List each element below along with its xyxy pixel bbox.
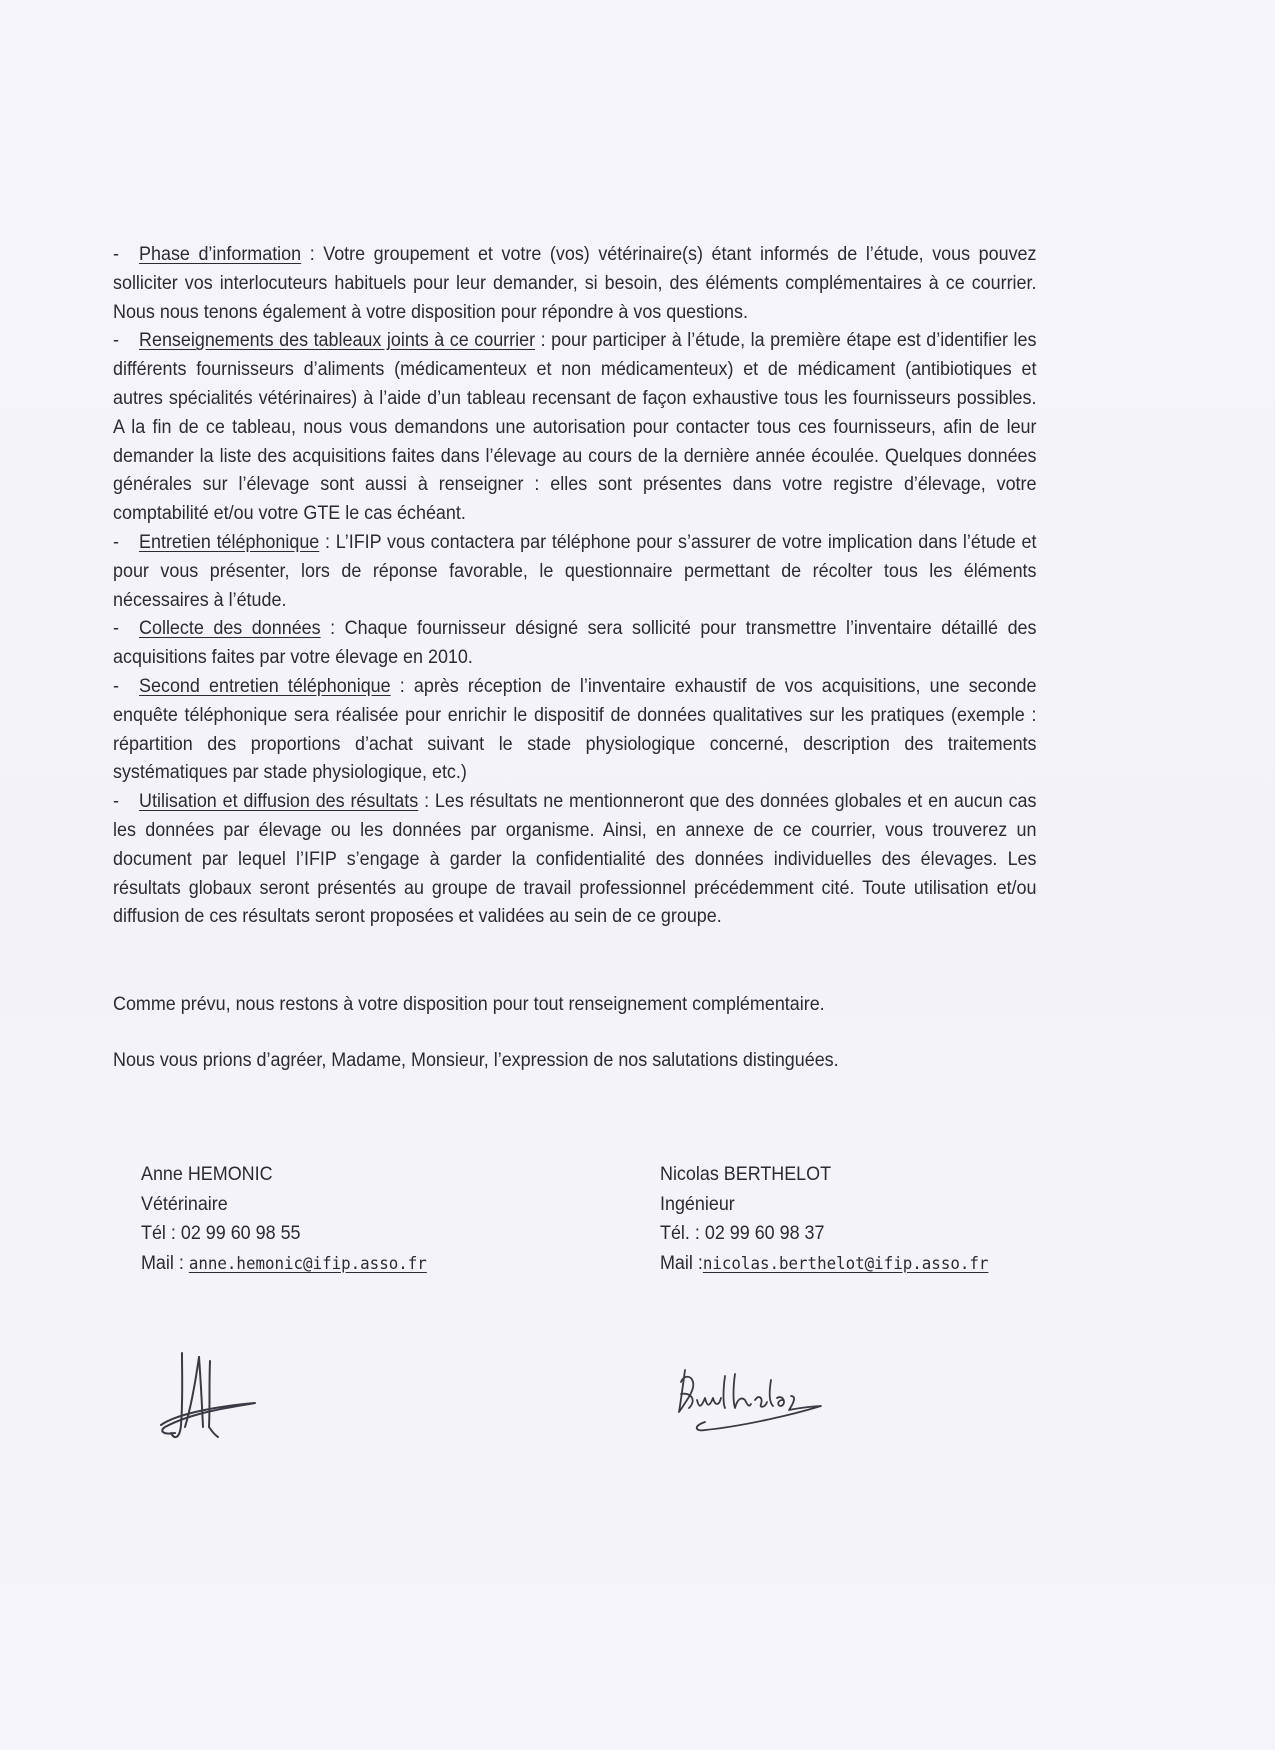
signatory-name: Nicolas BERTHELOT <box>660 1164 832 1185</box>
letter-body <box>113 241 1036 932</box>
item-heading: Second entretien téléphonique <box>139 675 391 697</box>
item-text: : L’IFIP vous contactera par téléphone pour s’assurer de votre implication dans l’étude et pour vous présenter, lors de réponse favorable, le questionnaire permettant de récolter tous les éléments nécessaires à l’étude. <box>113 531 1037 611</box>
signatory-block-hemonic <box>141 1160 427 1279</box>
item-text: : Chaque fournisseur désigné sera sollicité pour transmettre l’inventaire détaillé des acquisitions faites par votre élevage en 2010. <box>113 618 1037 669</box>
phone-number: 02 99 60 98 55 <box>180 1223 301 1244</box>
signatory-phone <box>141 1219 427 1249</box>
signature-berthelot <box>665 1360 825 1440</box>
item-text: : Les résultats ne mentionneront que des données globales et en aucun cas les données par élevage ou les données par organisme. Ainsi, en annexe de ce courrier, vous trouverez un document par lequel l’IFIP s’engage à garder la confidentialité des données individuelles des élevages. Les résultats globaux seront présentés au groupe de travail professionnel précédemment cité. Toute utilisation et/ou diffusion de ces résultats seront proposées et validées au sein de ce groupe. <box>113 791 1037 928</box>
list-item-renseignements <box>113 327 1036 529</box>
signatory-block-berthelot <box>660 1160 988 1279</box>
signatory-mail <box>141 1249 427 1280</box>
list-item-entretien <box>113 529 1036 615</box>
item-heading: Renseignements des tableaux joints à ce courrier <box>139 330 536 352</box>
mail-label: Mail : <box>141 1252 189 1274</box>
signatory-title: Ingénieur <box>660 1193 735 1215</box>
bullet-dash: - <box>113 244 119 265</box>
signatory-name: Anne HEMONIC <box>141 1164 273 1185</box>
bullet-dash: - <box>113 618 119 640</box>
item-text: : Votre groupement et votre (vos) vétérinaire(s) étant informés de l’étude, vous pouvez solliciter vos interlocuteurs habituels pour leur demander, si besoin, des éléments complémentaires à ce courrier. Nous nous tenons également à votre disposition pour répondre à vos questions. <box>113 244 1037 323</box>
email-link[interactable]: nicolas.berthelot@ifip.asso.fr <box>702 1253 989 1274</box>
signatory-mail <box>660 1249 988 1280</box>
phone-number: 02 99 60 98 37 <box>704 1223 825 1244</box>
item-heading: Collecte des données <box>139 618 321 640</box>
item-heading: Entretien téléphonique <box>139 531 320 553</box>
phone-label: Tél. : <box>660 1223 705 1244</box>
list-item-phase-information <box>113 241 1036 327</box>
bullet-dash: - <box>113 330 119 352</box>
list-item-utilisation <box>113 788 1036 932</box>
signatory-phone <box>660 1219 988 1249</box>
handwritten-signature-icon <box>155 1345 275 1445</box>
handwritten-signature-icon <box>665 1360 825 1440</box>
list-item-second-entretien <box>113 673 1036 788</box>
signature-hemonic <box>155 1345 275 1445</box>
closing-availability: Comme prévu, nous restons à votre disposition pour tout renseignement complémentaire. <box>113 994 825 1015</box>
item-heading: Utilisation et diffusion des résultats <box>139 791 419 813</box>
item-text: : après réception de l’inventaire exhaustif de vos acquisitions, une seconde enquête téléphonique sera réalisée pour enrichir le dispositif de données qualitatives sur les pratiques (exemple : répartition des proportions d’achat suivant le stade physiologique concerné, description des traitements systématiques par stade physiologique, etc.) <box>113 675 1037 784</box>
email-link[interactable]: anne.hemonic@ifip.asso.fr <box>188 1253 427 1274</box>
closing-salutation: Nous vous prions d’agréer, Madame, Monsieur, l’expression de nos salutations distinguées. <box>113 1050 839 1071</box>
signatory-title: Vétérinaire <box>141 1193 228 1215</box>
mail-label: Mail : <box>660 1252 703 1274</box>
item-text: : pour participer à l’étude, la première étape est d’identifier les différents fournisseurs d’aliments (médicamenteux et non médicamenteux) et de médicament (antibiotiques et autres spécialités vétérinaires) à l’aide d’un tableau recensant de façon exhaustive tous les fournisseurs possibles. A la fin de ce tableau, nous vous demandons une autorisation pour contacter tous ces fournisseurs, afin de leur demander la liste des acquisitions faites dans l’élevage au cours de la dernière année écoulée. Quelques données générales sur l’élevage sont aussi à renseigner : elles sont présentes dans votre registre d’élevage, votre comptabilité et/ou votre GTE le cas échéant. <box>113 330 1037 525</box>
list-item-collecte <box>113 615 1036 673</box>
item-heading: Phase d’information <box>139 244 302 265</box>
bullet-dash: - <box>113 791 119 813</box>
phone-label: Tél : <box>141 1223 181 1244</box>
bullet-dash: - <box>113 675 119 697</box>
bullet-dash: - <box>113 531 119 553</box>
